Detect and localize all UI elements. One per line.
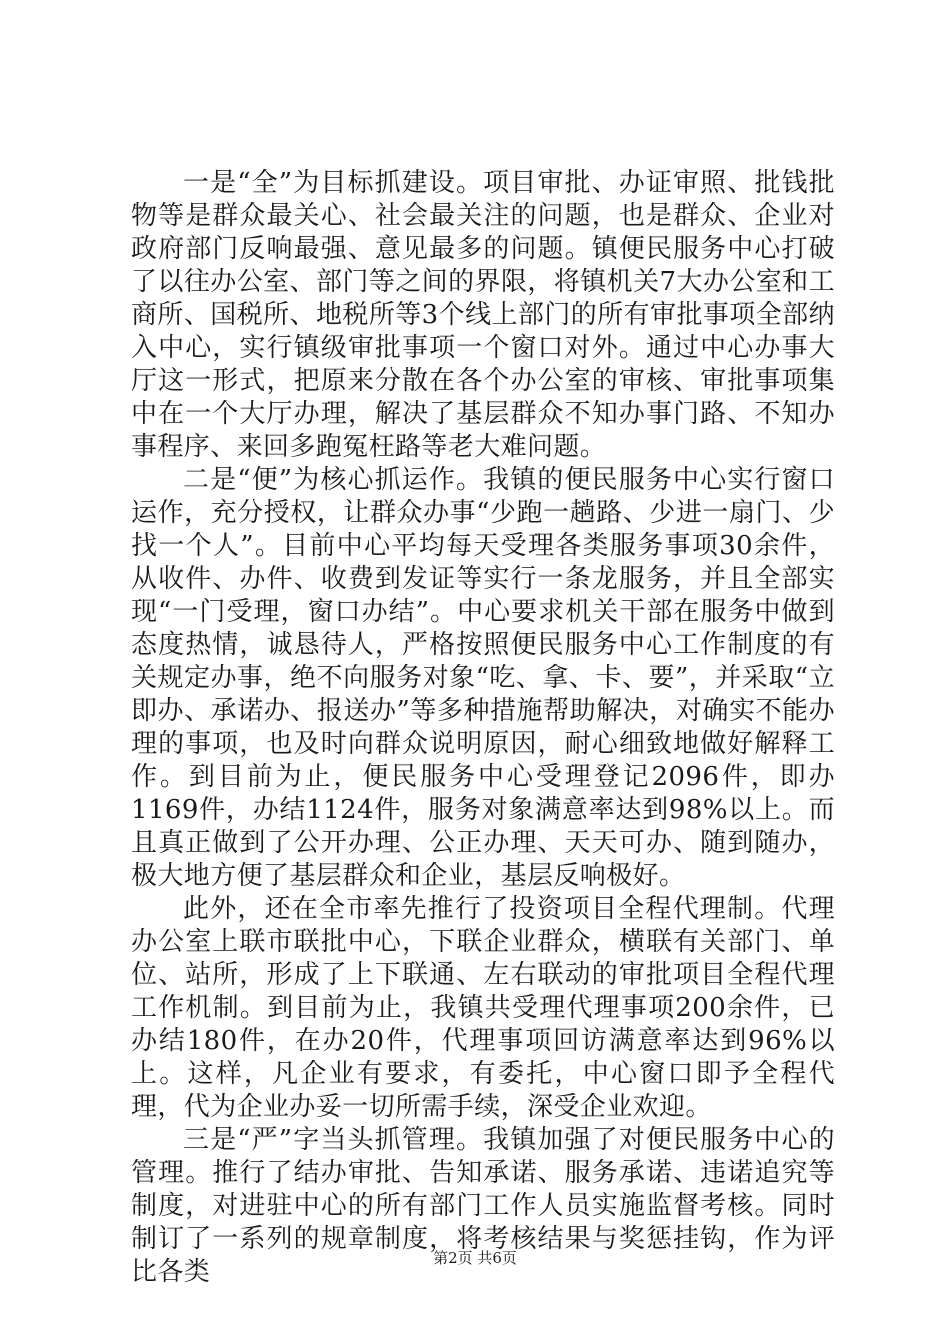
paragraph-4: 三是“严”字当头抓管理。我镇加强了对便民服务中心的管理。推行了结办审批、告知承诺、服务承诺、违诺追究等制度，对进驻中心的所有部门工作人员实施监督考核。同时制订了一系列的规章制度，将考核结果与奖惩挂钩，作为评比各类 bbox=[131, 1125, 835, 1287]
paragraph-2: 二是“便”为核心抓运作。我镇的便民服务中心实行窗口运作，充分授权，让群众办事“少跑一趟路、少进一扇门、少找一个人”。目前中心平均每天受理各类服务事项30余件，从收件、办件、收费到发证等实行一条龙服务，并且全部实现“一门受理，窗口办结”。中心要求机关干部在服务中做到态度热情，诚恳待人，严格按照便民服务中心工作制度的有关规定办事，绝不向服务对象“吃、拿、卡、要”，并采取“立即办、承诺办、报送办”等多种措施帮助解决，对确实不能办理的事项，也及时向群众说明原因，耐心细致地做好解释工作。到目前为止，便民服务中心受理登记2096件，即办1169件，办结1124件，服务对象满意率达到98%以上。而且真正做到了公开办理、公正办理、天天可办、随到随办，极大地方便了基层群众和企业，基层反响极好。 bbox=[131, 465, 835, 891]
paragraph-1: 一是“全”为目标抓建设。项目审批、办证审照、批钱批物等是群众最关心、社会最关注的问题，也是群众、企业对政府部门反响最强、意见最多的问题。镇便民服务中心打破了以往办公室、部门等之间的界限，将镇机关7大办公室和工商所、国税所、地税所等3个线上部门的所有审批事项全部纳入中心，实行镇级审批事项一个窗口对外。通过中心办事大厅这一形式，把原来分散在各个办公室的审核、审批事项集中在一个大厅办理，解决了基层群众不知办事门路、不知办事程序、来回多跑冤枉路等老大难问题。 bbox=[131, 168, 835, 462]
page-number-footer: 第2页 共6页 bbox=[433, 1249, 517, 1267]
document-body bbox=[131, 167, 835, 1289]
paragraph-3: 此外，还在全市率先推行了投资项目全程代理制。代理办公室上联市联批中心，下联企业群众，横联有关部门、单位、站所，形成了上下联通、左右联动的审批项目全程代理工作机制。到目前为止，我镇共受理代理事项200余件，已办结180件，在办20件，代理事项回访满意率达到96%以上。这样，凡企业有要求，有委托，中心窗口即予全程代理，代为企业办妥一切所需手续，深受企业欢迎。 bbox=[131, 894, 835, 1122]
